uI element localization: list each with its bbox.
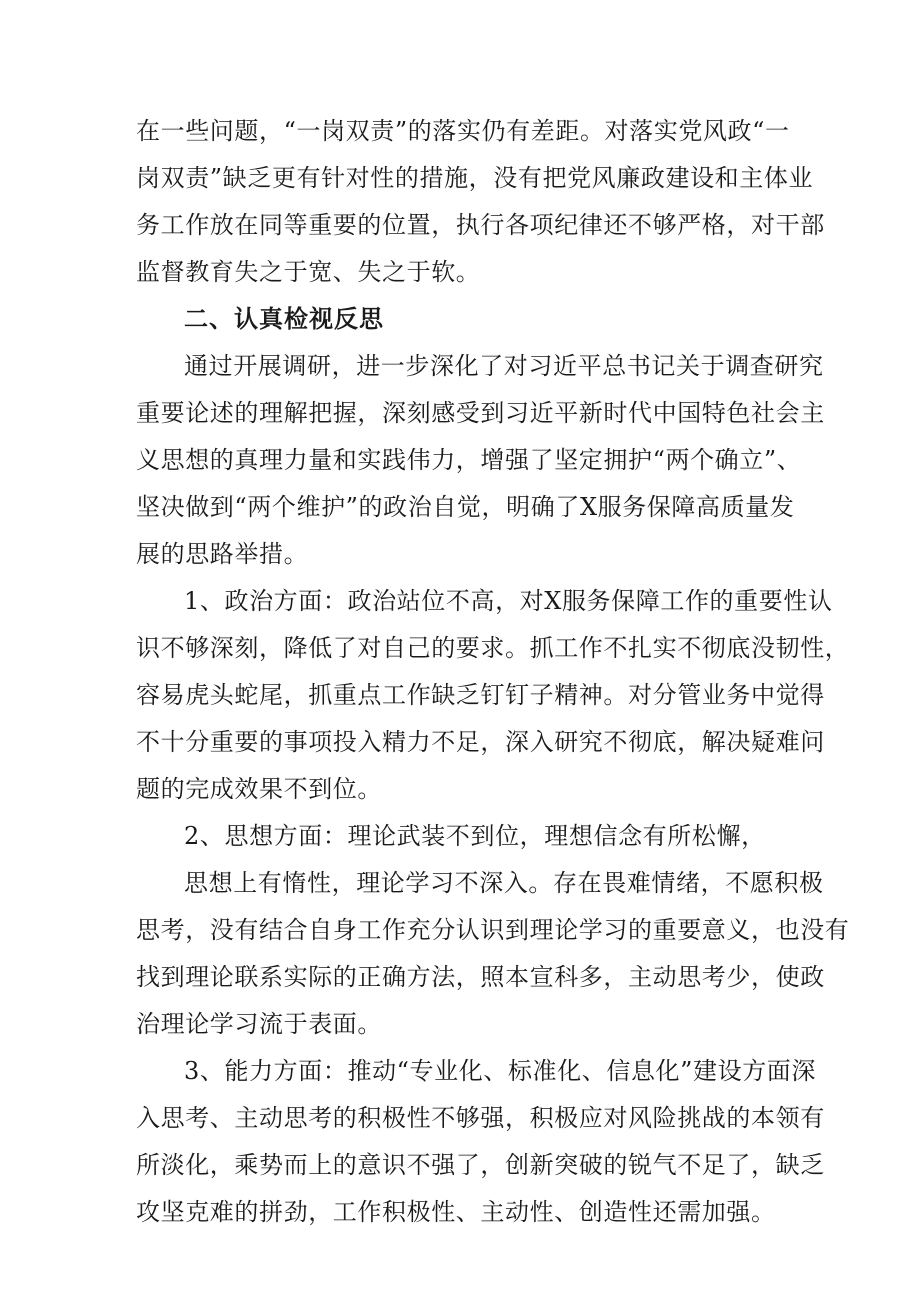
paragraph-line: 展的思路举措。 xyxy=(136,540,309,568)
paragraph-line: 思考，没有结合自身工作充分认识到理论学习的重要意义，也没有 xyxy=(136,916,850,944)
paragraph-line: 容易虎头蛇尾，抓重点工作缺乏钉钉子精神。对分管业务中觉得 xyxy=(136,681,825,709)
paragraph-line: 3、能力方面：推动“专业化、标准化、信息化”建设方面深 xyxy=(184,1057,817,1085)
paragraph-line: 岗双责”缺乏更有针对性的措施，没有把党风廉政建设和主体业 xyxy=(136,164,814,192)
paragraph-line: 1、政治方面：政治站位不高，对X服务保障工作的重要性认 xyxy=(184,587,833,615)
paragraph-line: 不十分重要的事项投入精力不足，深入研究不彻底，解决疑难问 xyxy=(136,728,825,756)
paragraph-line: 坚决做到“两个维护”的政治自觉，明确了X服务保障高质量发 xyxy=(136,493,795,521)
paragraph-line: 治理论学习流于表面。 xyxy=(136,1010,382,1038)
paragraph-line: 识不够深刻，降低了对自己的要求。抓工作不扎实不彻底没韧性， xyxy=(136,634,850,662)
paragraph-line: 在一些问题，“一岗双责”的落实仍有差距。对落实党风政“一 xyxy=(136,117,790,145)
paragraph-line: 所淡化，乘势而上的意识不强了，创新突破的锐气不足了，缺乏 xyxy=(136,1151,825,1179)
paragraph-line: 找到理论联系实际的正确方法，照本宣科多，主动思考少，使政 xyxy=(136,963,825,991)
paragraph-line: 2、思想方面：理论武装不到位，理想信念有所松懈， xyxy=(184,822,766,850)
paragraph-line: 攻坚克难的拼劲，工作积极性、主动性、创造性还需加强。 xyxy=(136,1198,776,1226)
paragraph-line: 题的完成效果不到位。 xyxy=(136,775,382,803)
paragraph-line: 重要论述的理解把握，深刻感受到习近平新时代中国特色社会主 xyxy=(136,399,825,427)
paragraph-line: 通过开展调研，进一步深化了对习近平总书记关于调查研究 xyxy=(184,352,824,380)
paragraph-line: 务工作放在同等重要的位置，执行各项纪律还不够严格，对干部 xyxy=(136,211,825,239)
paragraph-line: 思想上有惰性，理论学习不深入。存在畏难情绪，不愿积极 xyxy=(184,869,824,897)
paragraph-line: 义思想的真理力量和实践伟力，增强了坚定拥护“两个确立”、 xyxy=(136,446,802,474)
paragraph-line: 入思考、主动思考的积极性不够强，积极应对风险挑战的本领有 xyxy=(136,1104,825,1132)
paragraph-line: 监督教育失之于宽、失之于软。 xyxy=(136,258,481,286)
section-heading: 二、认真检视反思 xyxy=(184,305,384,333)
